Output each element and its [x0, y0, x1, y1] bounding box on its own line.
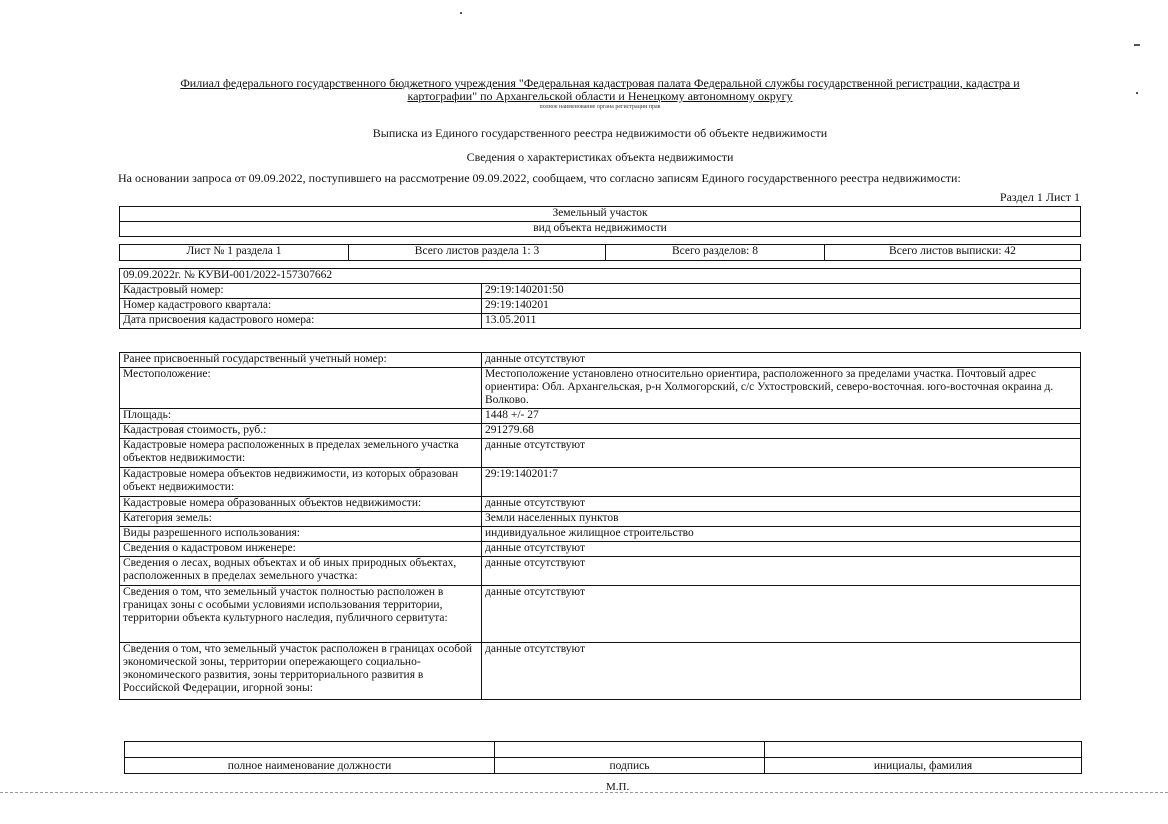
table-row [120, 353, 1081, 368]
row-value: 1448 +/- 27 [482, 409, 1081, 424]
row-key: Кадастровые номера объектов недвижимости, из которых образован объект недвижимости: [120, 468, 482, 497]
row-value: данные отсутствуют [482, 557, 1081, 586]
row-key: Сведения о том, что земельный участок полностью расположен в границах зоны с особыми условиями использования территории, территории объекта культурного наследия, публичного сервитута: [120, 586, 482, 643]
row-value: данные отсутствуют [482, 643, 1081, 700]
row-key: Сведения о лесах, водных объектах и об иных природных объектах, расположенных в пределах земельного участка: [120, 557, 482, 586]
section-label: Раздел 1 Лист 1 [999, 190, 1080, 204]
details-table [119, 352, 1081, 700]
page-edge-line [0, 792, 1168, 793]
table-row [120, 424, 1081, 439]
signature-caption: подпись [495, 758, 765, 774]
request-basis: На основании запроса от 09.09.2022, поступившего на рассмотрение 09.09.2022, сообщаем, что согласно записям Единого государственного реестра недвижимости: [118, 171, 961, 185]
row-value: данные отсутствуют [482, 542, 1081, 557]
table-row [120, 314, 1081, 329]
table-row [120, 284, 1081, 299]
registration-table [119, 268, 1081, 329]
row-key: Сведения о кадастровом инженере: [120, 542, 482, 557]
row-value: Земли населенных пунктов [482, 512, 1081, 527]
table-row [120, 542, 1081, 557]
row-value: данные отсутствуют [482, 439, 1081, 468]
table-row [120, 527, 1081, 542]
row-value: 13.05.2011 [482, 314, 1081, 329]
organization-caption: полное наименование органа регистрации прав [539, 104, 661, 110]
signature-table [124, 741, 1082, 774]
organization-name [120, 77, 1080, 103]
organization-line-1: Филиал федерального государственного бюджетного учреждения "Федеральная кадастровая палата Федеральной службы государственной регистрации, кадастра и [180, 76, 1020, 90]
sheets-in-section: Всего листов раздела 1: 3 [349, 245, 606, 261]
document-title: Выписка из Единого государственного реестра недвижимости об объекте недвижимости [372, 126, 828, 140]
row-key: Виды разрешенного использования: [120, 527, 482, 542]
table-row [120, 468, 1081, 497]
position-caption: полное наименование должности [125, 758, 495, 774]
row-value: данные отсутствуют [482, 586, 1081, 643]
stamp-placeholder: М.П. [606, 781, 630, 793]
document-number: 09.09.2022г. № КУВИ-001/2022-157307662 [120, 269, 1081, 284]
sections-total: Всего разделов: 8 [606, 245, 825, 261]
table-row [120, 643, 1081, 700]
object-type-table [119, 206, 1081, 237]
table-row [120, 557, 1081, 586]
row-value: 29:19:140201:50 [482, 284, 1081, 299]
row-key: Площадь: [120, 409, 482, 424]
row-value: Местоположение установлено относительно ориентира, расположенного за пределами участка. Почтовый адрес ориентира: Обл. Архангельская, р-н Холмогорский, с/с Ухтостровский, северо-восточная. юго-восточная окраина д. Волково. [482, 368, 1081, 409]
object-type-caption: вид объекта недвижимости [120, 222, 1081, 237]
row-value: данные отсутствуют [482, 497, 1081, 512]
row-value: данные отсутствуют [482, 353, 1081, 368]
table-row [120, 299, 1081, 314]
row-key: Ранее присвоенный государственный учетный номер: [120, 353, 482, 368]
scan-speck [460, 12, 462, 14]
row-value: 291279.68 [482, 424, 1081, 439]
table-row [120, 439, 1081, 468]
row-value: 29:19:140201:7 [482, 468, 1081, 497]
row-key: Местоположение: [120, 368, 482, 409]
sheets-total: Всего листов выписки: 42 [825, 245, 1081, 261]
scan-speck [1134, 44, 1140, 46]
sheet-number: Лист № 1 раздела 1 [120, 245, 349, 261]
row-key: Кадастровый номер: [120, 284, 482, 299]
table-row [120, 497, 1081, 512]
row-key: Кадастровые номера образованных объектов недвижимости: [120, 497, 482, 512]
row-key: Категория земель: [120, 512, 482, 527]
organization-line-2: картографии" по Архангельской области и Ненецкому автономному округу [407, 89, 793, 103]
name-caption: инициалы, фамилия [765, 758, 1082, 774]
row-value: 29:19:140201 [482, 299, 1081, 314]
sheets-info-table [119, 244, 1081, 261]
table-row [120, 409, 1081, 424]
row-key: Сведения о том, что земельный участок расположен в границах особой экономической зоны, территории опережающего социально-экономического развития, зоны территориального развития в Российской Федерации, игорной зоны: [120, 643, 482, 700]
signature-blank [495, 742, 765, 758]
row-key: Кадастровые номера расположенных в пределах земельного участка объектов недвижимости: [120, 439, 482, 468]
scan-speck [1136, 92, 1138, 94]
document-subtitle: Сведения о характеристиках объекта недвижимости [466, 150, 734, 164]
row-value: индивидуальное жилищное строительство [482, 527, 1081, 542]
row-key: Дата присвоения кадастрового номера: [120, 314, 482, 329]
row-key: Кадастровая стоимость, руб.: [120, 424, 482, 439]
table-row [120, 368, 1081, 409]
object-type: Земельный участок [120, 207, 1081, 222]
row-key: Номер кадастрового квартала: [120, 299, 482, 314]
table-row [120, 586, 1081, 643]
name-blank [765, 742, 1082, 758]
table-row [120, 512, 1081, 527]
position-blank [125, 742, 495, 758]
